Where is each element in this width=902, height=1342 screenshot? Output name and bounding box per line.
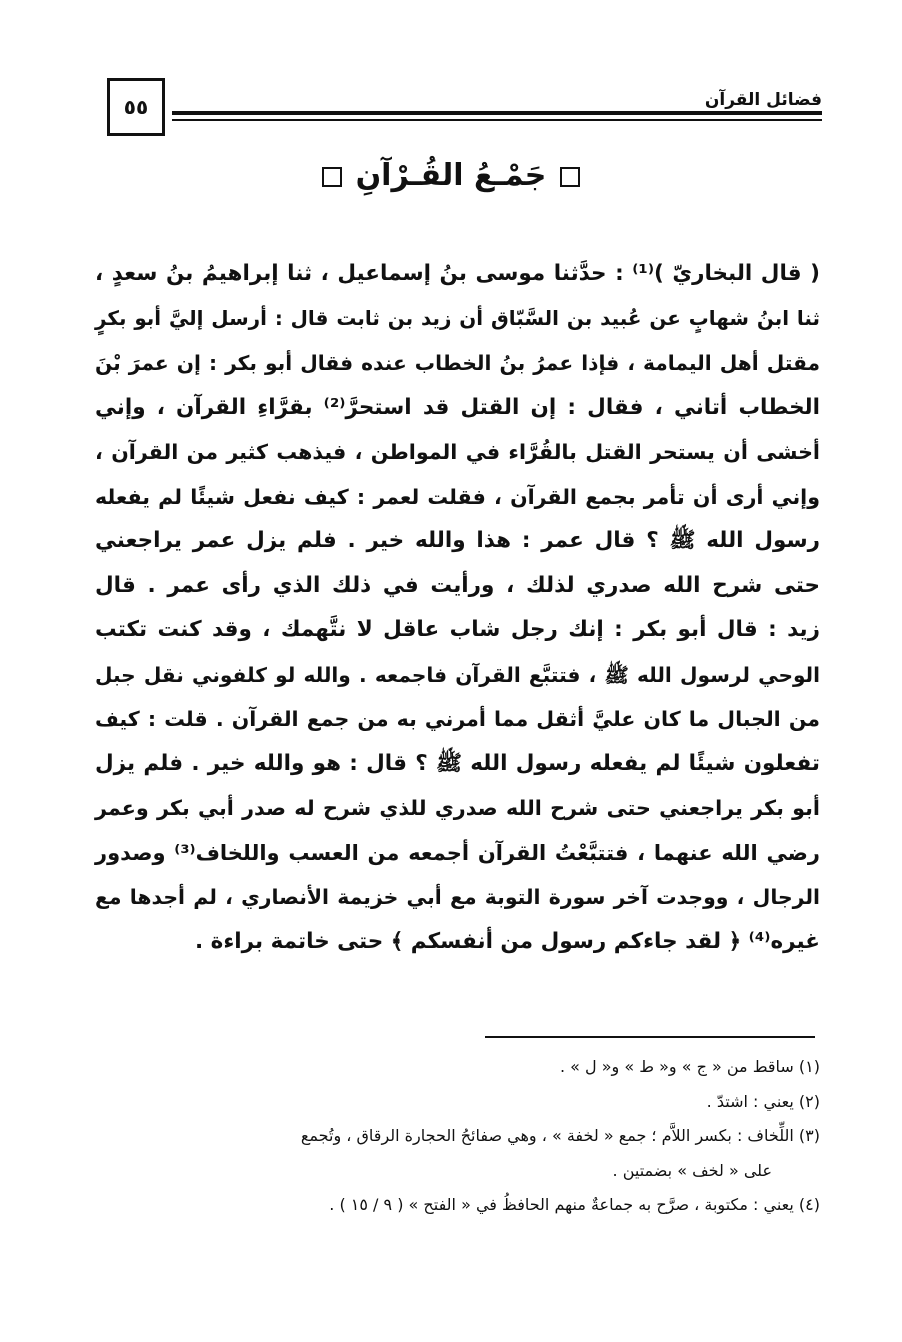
body-line: زيد : قال أبو بكر : إنك رجل شاب عاقل لا نتَّهمك ، وقد كنت تكتب	[95, 617, 820, 642]
body-line: ثنا ابنُ شهابٍ عن عُبيد بن السَّبّاق أن زيد بن ثابت قال : أرسل إليَّ أبو بكرٍ	[95, 306, 820, 330]
footnotes	[92, 1050, 820, 1223]
page-number-box	[107, 78, 165, 136]
page-number: ٥٥	[123, 95, 149, 119]
square-ornament-icon	[560, 167, 580, 187]
body-line: أخشى أن يستحر القتل بالقُرَّاء في المواطن ، فيذهب كثير من القرآن ،	[95, 440, 820, 464]
header-rule-thin	[172, 119, 822, 121]
body-line: أبو بكر يراجعني حتى شرح الله صدري للذي شرح له صدر أبي بكر وعمر	[95, 796, 820, 820]
footnote-continuation: على « لخف » بضمتين .	[612, 1160, 772, 1180]
chapter-title: جَمْـعُ القُـرْآنِ	[355, 158, 547, 193]
body-line: الخطاب أتاني ، فقال : إن القتل قد استحرَّ⁽²⁾ بقرَّاءِ القرآن ، وإني	[95, 394, 821, 420]
body-line: من الجبال ما كان عليَّ أثقل مما أمرني به من جمع القرآن . قلت : كيف	[95, 707, 820, 731]
footnote: (٣) اللِّخاف : بكسر اللاَّم ؛ جمع « لخفة » ، وهي صفائحُ الحجارة الرقاق ، وتُجمع	[300, 1126, 820, 1145]
body-line: غيره⁽⁴⁾ ﴿ لقد جاءكم رسول من أنفسكم ﴾ حتى خاتمة براءة .	[194, 928, 820, 954]
body-line: ( قال البخاريّ )⁽¹⁾ : حدَّثنا موسى بنُ إسماعيل ، ثنا إبراهيمُ بنُ سعدٍ ،	[95, 261, 820, 286]
body-line: الوحي لرسول الله ﷺ ، فتتبَّع القرآن فاجمعه . والله لو كلفوني نقل جبل	[95, 662, 820, 687]
body-line: مقتل أهل اليمامة ، فإذا عمرُ بنُ الخطاب عنده فقال أبو بكر : إن عمرَ بْنَ	[95, 351, 820, 375]
body-line: حتى شرح الله صدري لذلك ، ورأيت في ذلك الذي رأى عمر . قال	[95, 572, 820, 598]
square-ornament-icon	[322, 167, 342, 187]
footnote-separator	[485, 1036, 815, 1038]
body-line: الرجال ، ووجدت آخر سورة التوبة مع أبي خزيمة الأنصاري ، لم أجدها مع	[95, 885, 820, 909]
body-line: تفعلون شيئًا لم يفعله رسول الله ﷺ ؟ قال : هو والله خير . فلم يزل	[95, 750, 820, 776]
header-rule-thick	[172, 111, 822, 115]
running-title: فضائل القرآن	[704, 90, 822, 110]
footnote: (١) ساقط من « ج » و« ط » و« ل » .	[559, 1057, 820, 1076]
footnote: (٢) يعني : اشتدّ .	[706, 1091, 820, 1111]
body-line: رضي الله عنهما ، فتتبَّعْتُ القرآن أجمعه من العسب واللخاف⁽³⁾ وصدور	[95, 840, 820, 865]
body-line: وإني أرى أن تأمر بجمع القرآن ، فقلت لعمر : كيف نفعل شيئًا لم يفعله	[95, 484, 820, 509]
body-text	[95, 252, 820, 964]
chapter-heading	[0, 158, 902, 193]
footnote: (٤) يعني : مكتوبة ، صرَّح به جماعةٌ منهم الحافظُ في « الفتح » ( ٩ / ١٥ ) .	[329, 1195, 820, 1214]
body-line: رسول الله ﷺ ؟ قال عمر : هذا والله خير . فلم يزل عمر يراجعني	[95, 528, 820, 553]
